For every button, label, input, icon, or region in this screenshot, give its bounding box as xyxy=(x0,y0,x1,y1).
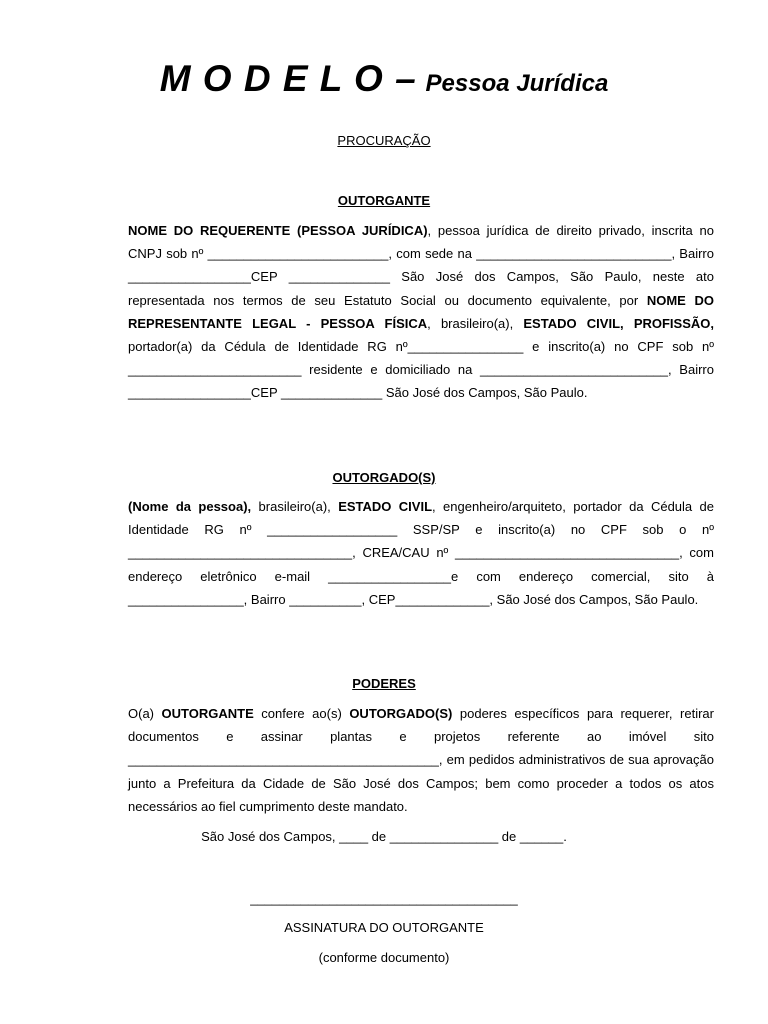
doc-type-heading: PROCURAÇÃO xyxy=(337,133,431,148)
signature-note: (conforme documento) xyxy=(318,950,450,965)
title-main: M O D E L O – xyxy=(159,58,417,99)
poderes-outorgante: OUTORGANTE xyxy=(161,706,254,721)
outorgante-text-2: , brasileiro(a), xyxy=(427,315,524,331)
title-sub: Pessoa Jurídica xyxy=(425,70,609,97)
poderes-heading: PODERES xyxy=(352,676,416,691)
outorgado-estado-civil: ESTADO CIVIL xyxy=(338,499,433,514)
document-title xyxy=(0,58,768,100)
outorgado-heading: OUTORGADO(S) xyxy=(332,470,436,485)
outorgado-paragraph xyxy=(128,495,714,611)
signature-line: _____________________________________ xyxy=(250,891,518,906)
outorgante-paragraph xyxy=(128,219,714,405)
outorgado-text-1: brasileiro(a), xyxy=(251,499,339,514)
outorgante-text-3: portador(a) da Cédula de Identidade RG nº________________ e inscrito(a) no CPF sob nº ________________________ residente e domiciliado na __________________________, Bairro _________________CEP ______________ São José dos Campos, São Paulo. xyxy=(128,339,714,401)
estado-civil-profissao: ESTADO CIVIL, PROFISSÃO, xyxy=(523,315,715,331)
outorgante-heading: OUTORGANTE xyxy=(337,193,431,208)
place-date-line: São José dos Campos, ____ de _______________ de ______. xyxy=(201,829,567,844)
signature-label: ASSINATURA DO OUTORGANTE xyxy=(284,920,484,935)
poderes-paragraph xyxy=(128,702,714,818)
poderes-text-1: O(a) xyxy=(128,706,162,721)
outorgante-name: NOME DO REQUERENTE (PESSOA JURÍDICA) xyxy=(128,223,428,238)
outorgado-name: (Nome da pessoa), xyxy=(128,499,252,514)
poderes-outorgado: OUTORGADO(S) xyxy=(349,706,453,721)
outorgado-text-2: , engenheiro/arquiteto, portador da Cédula de Identidade RG nº __________________ SSP/SP e inscrito(a) no CPF sob o nº _______________________________, CREA/CAU nº _______________________________, com endereço eletrônico e-mail _________________e com endereço comercial, sito à ________________, Bairro __________, CEP_____________, São José dos Campos, São Paulo. xyxy=(128,499,714,607)
poderes-text-2: confere ao(s) xyxy=(253,706,350,721)
outorgante-text-1: , pessoa jurídica de direito privado, inscrita no CNPJ sob nº _________________________, com sede na ___________________________, Bairro _________________CEP ______________ São José dos Campos, São Paulo, neste ato representada nos termos de seu Estatuto Social ou documento equivalente, por xyxy=(128,223,714,308)
representante-name: NOME DO REPRESENTANTE LEGAL - PESSOA FÍSICA xyxy=(128,292,714,331)
poderes-text-3: poderes específicos para requerer, retirar documentos e assinar plantas e projetos referente ao imóvel sito ___________________________________________, em pedidos administrativos de sua aprovação junto a Prefeitura da Cidade de São José dos Campos; bem como proceder a todos os atos necessários ao fiel cumprimento deste mandato. xyxy=(128,706,714,814)
